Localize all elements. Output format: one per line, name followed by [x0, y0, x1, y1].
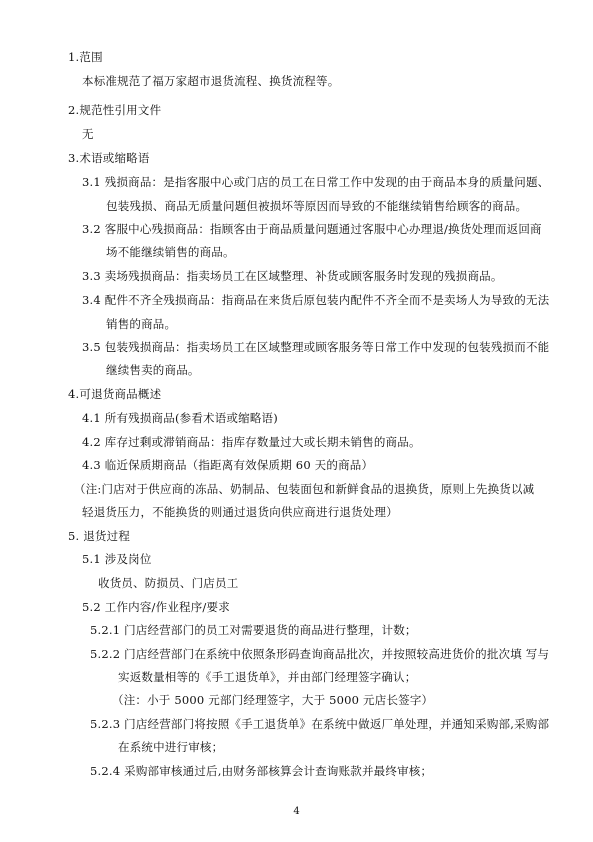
returnable-4-1: 4.1 所有残损商品(参看术语或缩略语) [82, 411, 278, 425]
section-heading-terms: 3.术语或缩略语 [68, 151, 150, 165]
term-3-1-line-1: 3.1 残损商品：是指客服中心或门店的员工在日常工作中发现的由于商品本身的质量问题、 [82, 175, 550, 189]
term-3-5-line-1: 3.5 包装残损商品：指卖场员工在区域整理或顾客服务等日常工作中发现的包装残损而不能 [82, 340, 550, 354]
returnable-4-3: 4.3 临近保质期商品（指距离有效保质期 60 天的商品） [82, 458, 374, 472]
subheading-5-2: 5.2 工作内容/作业程序/要求 [82, 600, 230, 614]
page-number: 4 [293, 806, 300, 817]
returnable-4-2: 4.2 库存过剩或滞销商品：指库存数量过大或长期未销售的商品。 [82, 435, 421, 449]
step-5-2-1: 5.2.1 门店经营部门的员工对需要退货的商品进行整理，计数； [90, 623, 417, 637]
note-line-2: 轻退货压力，不能换货的则通过退货向供应商进行退货处理） [82, 505, 398, 519]
term-3-1-line-2: 包装残损、商品无质量问题但被损坏等原因而导致的不能继续销售给顾客的商品。 [106, 199, 528, 213]
step-5-2-2-line-1: 5.2.2 门店经营部门在系统中依照条形码查询商品批次，并按照较高进货价的批次填 写与 [90, 647, 550, 661]
term-3-4-line-1: 3.4 配件不齐全残损商品：指商品在来货后原包装内配件不齐全而不是卖场人为导致的无法 [82, 293, 550, 307]
step-5-2-2-note: （注：小于 5000 元部门经理签字，大于 5000 元店长签字） [112, 693, 434, 707]
term-3-3: 3.3 卖场残损商品：指卖场员工在区域整理、补货或顾客服务时发现的残损商品。 [82, 269, 503, 283]
paragraph-references: 无 [82, 127, 94, 141]
paragraph-scope: 本标准规范了福万家超市退货流程、换货流程等。 [82, 74, 340, 88]
subheading-5-1: 5.1 涉及岗位 [82, 552, 152, 566]
step-5-2-4: 5.2.4 采购部审核通过后,由财务部核算会计查询账款并最终审核； [90, 764, 433, 778]
section-heading-scope: 1.范围 [68, 50, 103, 64]
step-5-2-3-line-2: 在系统中进行审核； [118, 740, 224, 754]
roles-list: 收货员、防损员、门店员工 [98, 576, 239, 590]
note-line-1: （注:门店对于供应商的冻品、奶制品、包装面包和新鲜食品的退换货，原则上先换货以减 [74, 482, 535, 496]
term-3-2-line-1: 3.2 客服中心残损商品：指顾客由于商品质量问题通过客服中心办理退/换货处理而返回商 [82, 222, 542, 236]
term-3-4-line-2: 销售的商品。 [106, 317, 177, 331]
section-heading-references: 2.规范性引用文件 [68, 103, 162, 117]
section-heading-returnable: 4.可退货商品概述 [68, 387, 162, 401]
step-5-2-3-line-1: 5.2.3 门店经营部门将按照《手工退货单》在系统中做返厂单处理，并通知采购部,采购部 [90, 717, 550, 731]
term-3-5-line-2: 继续售卖的商品。 [106, 363, 200, 377]
step-5-2-2-line-2: 实返数量相等的《手工退货单》，并由部门经理签字确认； [118, 670, 417, 684]
term-3-2-line-2: 场不能继续销售的商品。 [106, 245, 235, 259]
section-heading-return-process: 5. 退货过程 [68, 529, 131, 543]
